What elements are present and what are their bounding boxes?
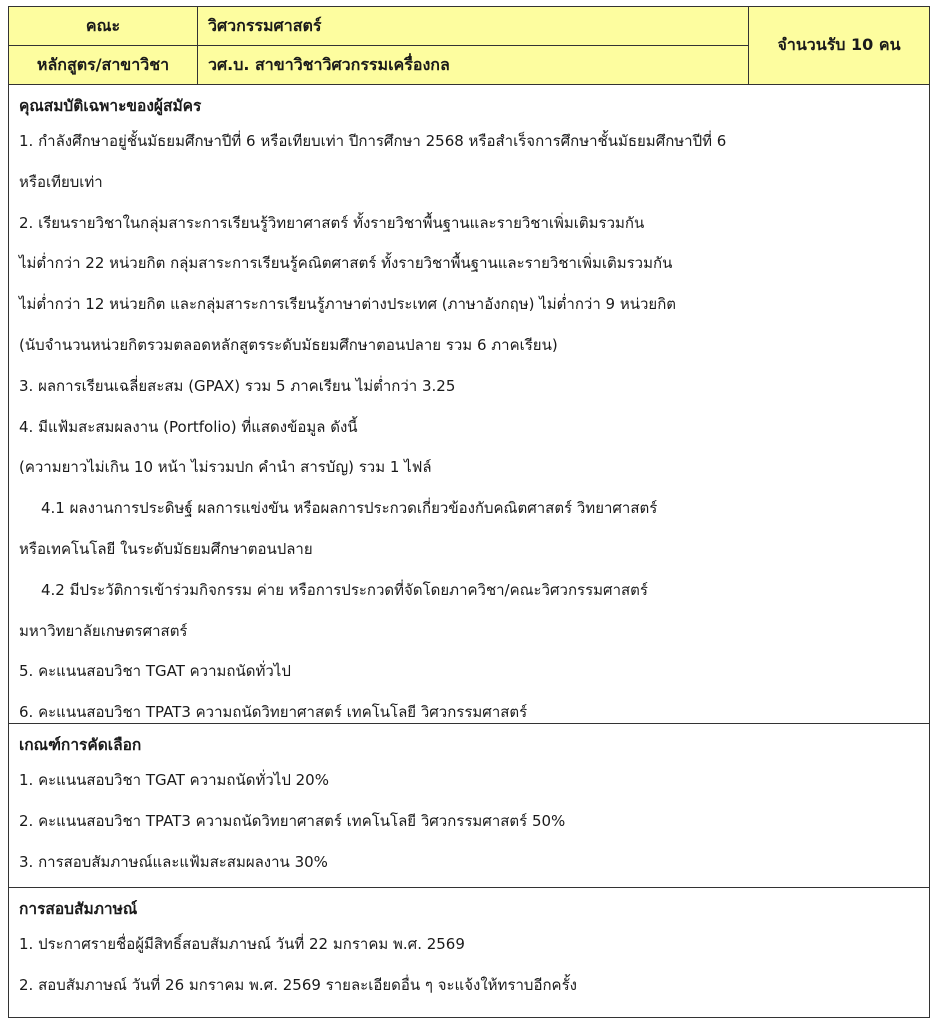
selection-criteria-section <box>8 724 930 888</box>
interview-title: การสอบสัมภาษณ์ <box>19 900 138 918</box>
qualifications-title: คุณสมบัติเฉพาะของผู้สมัคร <box>19 97 202 115</box>
qualification-line: 1. กำลังศึกษาอยู่ชั้นมัธยมศึกษาปีที่ 6 หรือเทียบเท่า ปีการศึกษา 2568 หรือสำเร็จการศึกษาชั้นมัธยมศึกษาปีที่ 6 <box>19 132 727 150</box>
interview-line: 1. ประกาศรายชื่อผู้มีสิทธิ์สอบสัมภาษณ์ วันที่ 22 มกราคม พ.ศ. 2569 <box>19 935 465 953</box>
qualification-line: มหาวิทยาลัยเกษตรศาสตร์ <box>19 621 188 640</box>
qualification-line: ไม่ต่ำกว่า 12 หน่วยกิต และกลุ่มสาระการเรียนรู้ภาษาต่างประเทศ (ภาษาอังกฤษ) ไม่ต่ำกว่า 9 หน่วยกิต <box>19 295 677 314</box>
program-label: หลักสูตร/สาขาวิชา <box>9 46 198 85</box>
program-value: วศ.บ. สาขาวิชาวิศวกรรมเครื่องกล <box>198 46 749 85</box>
qualification-line: 2. เรียนรายวิชาในกลุ่มสาระการเรียนรู้วิทยาศาสตร์ ทั้งรายวิชาพื้นฐานและรายวิชาเพิ่มเติมรวมกัน <box>19 213 645 232</box>
qualification-line: (ความยาวไม่เกิน 10 หน้า ไม่รวมปก คำนำ สารบัญ) รวม 1 ไฟล์ <box>19 458 432 477</box>
criteria-line: 2. คะแนนสอบวิชา TPAT3 ความถนัดวิทยาศาสตร์ เทคโนโลยี วิศวกรรมศาสตร์ 50% <box>19 811 566 830</box>
interview-section <box>8 888 930 1018</box>
interview-line: 2. สอบสัมภาษณ์ วันที่ 26 มกราคม พ.ศ. 2569 รายละเอียดอื่น ๆ จะแจ้งให้ทราบอีกครั้ง <box>19 975 577 994</box>
qualification-line: ไม่ต่ำกว่า 22 หน่วยกิต กลุ่มสาระการเรียนรู้คณิตศาสตร์ ทั้งรายวิชาพื้นฐานและรายวิชาเพิ่มเติมรวมกัน <box>19 254 673 273</box>
capacity: จำนวนรับ 10 คน <box>749 7 930 85</box>
qualification-line: (นับจำนวนหน่วยกิตรวมตลอดหลักสูตรระดับมัธยมศึกษาตอนปลาย รวม 6 ภาคเรียน) <box>19 335 558 354</box>
faculty-value: วิศวกรรมศาสตร์ <box>198 7 749 46</box>
faculty-label: คณะ <box>9 7 198 46</box>
qualification-line: 6. คะแนนสอบวิชา TPAT3 ความถนัดวิทยาศาสตร์ เทคโนโลยี วิศวกรรมศาสตร์ <box>19 703 528 722</box>
qualification-line: หรือเทียบเท่า <box>19 172 103 191</box>
program-header-table <box>8 6 930 85</box>
criteria-title: เกณฑ์การคัดเลือก <box>19 736 142 754</box>
qualification-subitem: 4.2 มีประวัติการเข้าร่วมกิจกรรม ค่าย หรือการประกวดที่จัดโดยภาควิชา/คณะวิศวกรรมศาสตร์ <box>41 580 648 599</box>
admission-document <box>8 6 930 1018</box>
qualifications-section <box>8 85 930 724</box>
criteria-line: 3. การสอบสัมภาษณ์และแฟ้มสะสมผลงาน 30% <box>19 852 328 871</box>
qualification-subitem: 4.1 ผลงานการประดิษฐ์ ผลการแข่งขัน หรือผลการประกวดเกี่ยวข้องกับคณิตศาสตร์ วิทยาศาสตร์ <box>41 499 658 518</box>
qualification-line: หรือเทคโนโลยี ในระดับมัธยมศึกษาตอนปลาย <box>19 539 313 558</box>
qualification-line: 3. ผลการเรียนเฉลี่ยสะสม (GPAX) รวม 5 ภาคเรียน ไม่ต่ำกว่า 3.25 <box>19 376 456 395</box>
qualification-line: 5. คะแนนสอบวิชา TGAT ความถนัดทั่วไป <box>19 662 291 681</box>
criteria-line: 1. คะแนนสอบวิชา TGAT ความถนัดทั่วไป 20% <box>19 771 329 789</box>
qualification-line: 4. มีแฟ้มสะสมผลงาน (Portfolio) ที่แสดงข้อมูล ดังนี้ <box>19 417 358 436</box>
